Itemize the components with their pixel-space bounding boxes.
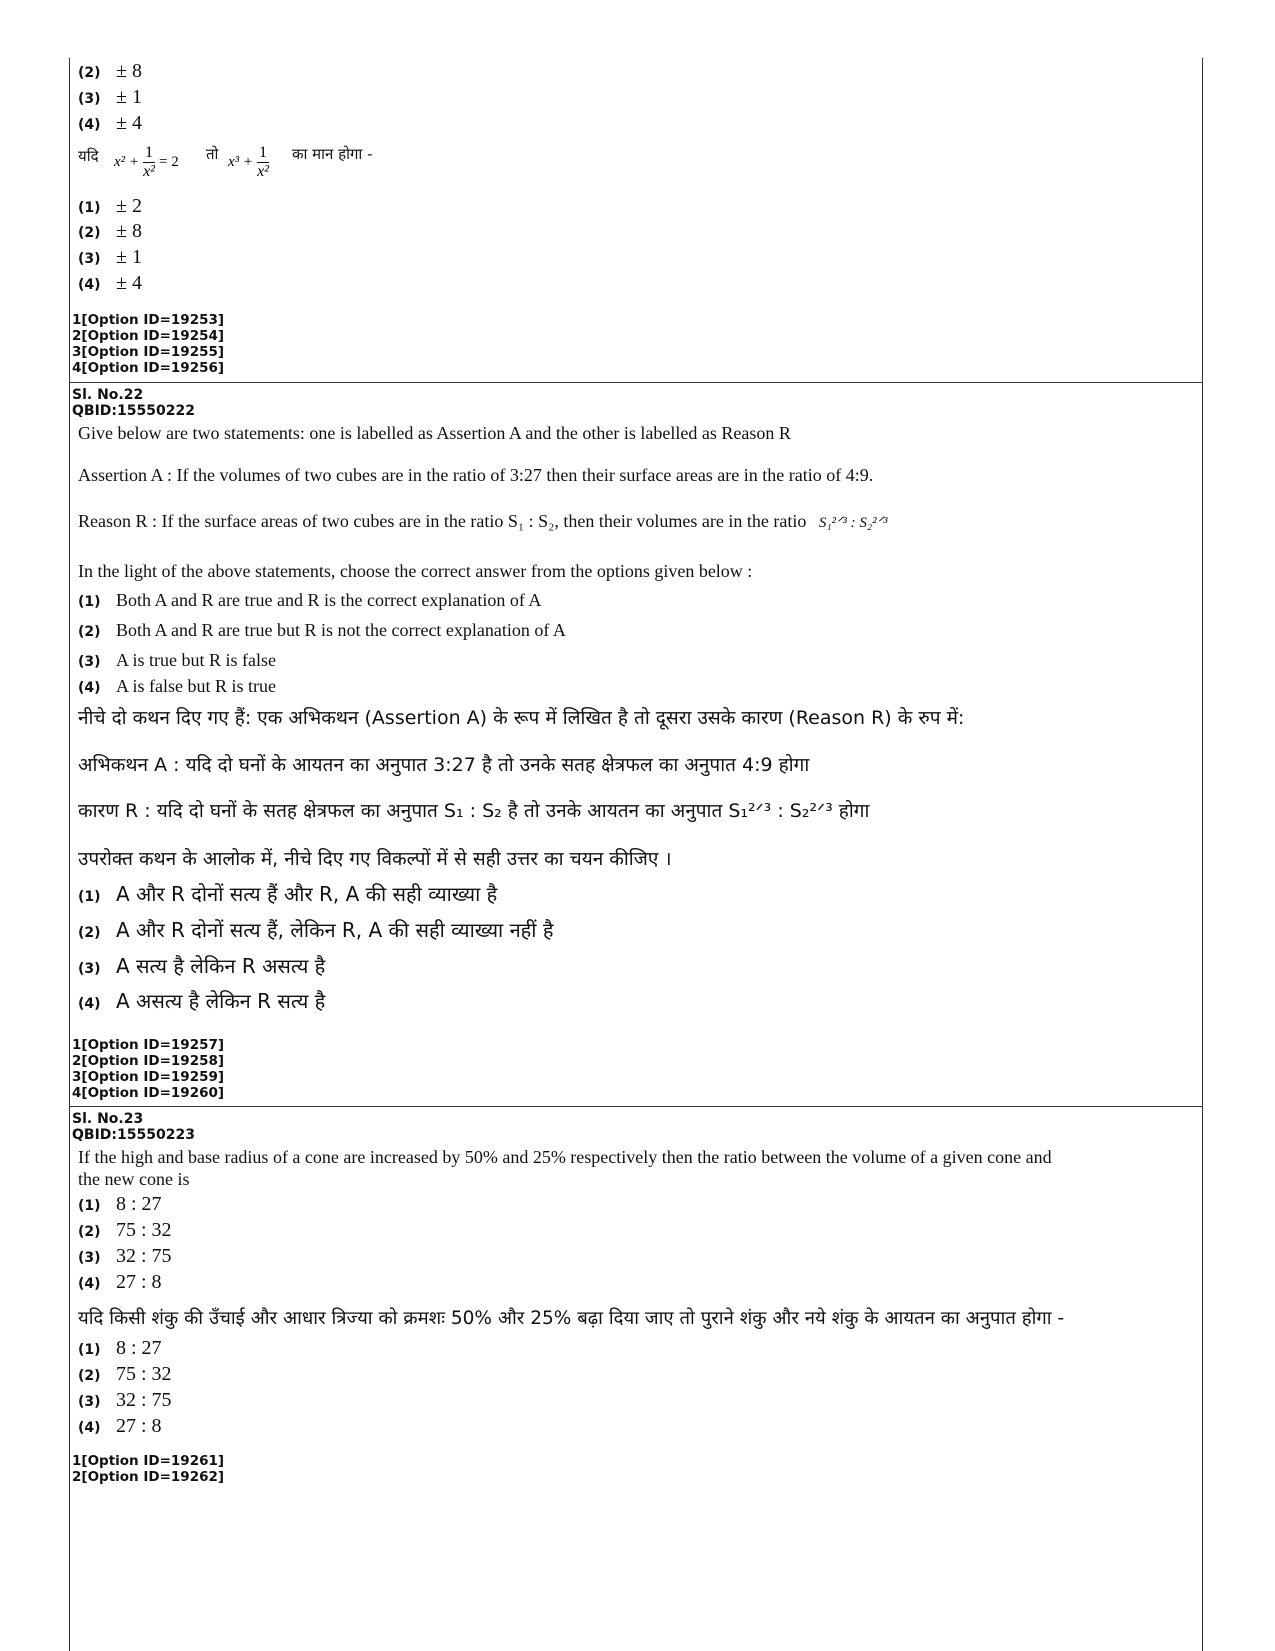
option-id: 4[Option ID=19260] (72, 1085, 225, 1101)
hindi-intro: नीचे दो कथन दिए गए हैं: एक अभिकथन (Assertion A) के रूप में लिखित है तो दूसरा उसके कारण (Reason R) के रुप में: (78, 707, 965, 729)
option-row (78, 272, 142, 295)
option-text: ± 8 (116, 60, 142, 82)
option-row (78, 246, 142, 269)
option-row (78, 1363, 172, 1386)
option-number: (1) (78, 594, 101, 610)
hindi-instruction: उपरोक्त कथन के आलोक में, नीचे दिए गए विकल्पों में से सही उत्तर का चयन कीजिए । (78, 848, 672, 870)
serial-number: Sl. No.22 (72, 387, 144, 403)
option-id: 2[Option ID=19258] (72, 1053, 225, 1069)
option-number: (1) (78, 200, 101, 216)
option-text: A और R दोनों सत्य हैं और R, A की सही व्याख्या है (116, 882, 498, 906)
option-number: (3) (78, 91, 101, 107)
question-hindi-mid: तो (206, 145, 219, 163)
option-text: ± 8 (116, 220, 142, 242)
option-row (78, 1415, 162, 1438)
option-row (78, 1245, 172, 1268)
option-number: (2) (78, 1368, 101, 1384)
option-number: (4) (78, 996, 101, 1012)
option-id: 2[Option ID=19262] (72, 1469, 225, 1485)
fraction (143, 144, 155, 181)
option-id: 2[Option ID=19254] (72, 328, 225, 344)
instruction-text: In the light of the above statements, choose the correct answer from the options given below : (78, 561, 753, 581)
question-21-block (70, 58, 1202, 382)
option-number: (4) (78, 1420, 101, 1436)
option-text: A is true but R is false (116, 650, 276, 670)
reason-prefix: Reason R : If the surface areas of two cubes are in the ratio S₁ : S₂, then their volumes are in the ratio (78, 511, 807, 531)
option-row (78, 1219, 172, 1242)
option-id: 1[Option ID=19253] (72, 312, 225, 328)
reason-formula: S₁²ᐟ³ : S₂²ᐟ³ (818, 515, 888, 531)
option-text: ± 4 (116, 112, 142, 134)
equation-find (228, 144, 269, 181)
option-text: 27 : 8 (116, 1271, 162, 1293)
option-text: 8 : 27 (116, 1337, 162, 1359)
option-text: A is false but R is true (116, 676, 276, 696)
option-row (78, 220, 142, 243)
question-text-line1: If the high and base radius of a cone are increased by 50% and 25% respectively then the ratio between the volume of a given cone and (78, 1147, 1052, 1167)
option-number: (4) (78, 117, 101, 133)
option-row (78, 60, 142, 83)
option-text: Both A and R are true but R is not the correct explanation of A (116, 620, 566, 640)
option-row (78, 1337, 162, 1360)
equation-lhs: x³ + (228, 154, 254, 170)
option-text: A और R दोनों सत्य हैं, लेकिन R, A की सही व्याख्या नहीं है (116, 918, 554, 942)
option-number: (1) (78, 1342, 101, 1358)
option-text: A असत्य है लेकिन R सत्य है (116, 989, 326, 1013)
option-row (78, 916, 553, 943)
question-23-block (70, 1106, 1202, 1651)
option-number: (2) (78, 1224, 101, 1240)
question-hindi-suffix: का मान होगा - (292, 145, 373, 163)
fraction-denominator: x² (257, 163, 269, 180)
equation-given (114, 144, 179, 181)
fraction-numerator: 1 (145, 144, 154, 161)
option-id: 4[Option ID=19256] (72, 360, 225, 376)
option-row (78, 1193, 162, 1216)
fraction (257, 144, 269, 181)
option-row (78, 620, 566, 641)
option-text: ± 1 (116, 86, 142, 108)
qbid: QBID:15550222 (72, 403, 195, 419)
option-id: 3[Option ID=19255] (72, 344, 225, 360)
option-text: 27 : 8 (116, 1415, 162, 1437)
question-paper-frame (69, 58, 1203, 1651)
option-number: (3) (78, 1250, 101, 1266)
option-text: Both A and R are true and R is the correct explanation of A (116, 590, 542, 610)
assertion-text: Assertion A : If the volumes of two cubes are in the ratio of 3:27 then their surface areas are in the ratio of 4:9. (78, 465, 874, 485)
option-row (78, 86, 142, 109)
question-text-line2: the new cone is (78, 1169, 190, 1189)
option-number: (2) (78, 225, 101, 241)
equation-lhs: x² + (114, 154, 140, 170)
hindi-assertion: अभिकथन A : यदि दो घनों के आयतन का अनुपात 3:27 है तो उनके सतह क्षेत्रफल का अनुपात 4:9 होगा (78, 754, 810, 776)
option-number: (3) (78, 654, 101, 670)
option-text: 32 : 75 (116, 1245, 172, 1267)
option-number: (2) (78, 624, 101, 640)
option-row (78, 650, 276, 671)
option-number: (4) (78, 1276, 101, 1292)
option-row (78, 195, 142, 218)
equation-rhs: = 2 (159, 154, 179, 170)
hindi-question: यदि किसी शंकु की उँचाई और आधार त्रिज्या को क्रमशः 50% और 25% बढ़ा दिया जाए तो पुराने शंकु और नये शंकु के आयतन का अनुपात होगा - (78, 1308, 1065, 1329)
question-hindi-prefix: यदि (78, 147, 99, 165)
hindi-reason: कारण R : यदि दो घनों के सतह क्षेत्रफल का अनुपात S₁ : S₂ है तो उनके आयतन का अनुपात S₁²ᐟ³ : S₂²ᐟ³ होगा (78, 800, 870, 822)
option-row (78, 676, 276, 697)
option-row (78, 1389, 172, 1412)
option-text: ± 1 (116, 246, 142, 268)
option-number: (1) (78, 1198, 101, 1214)
option-text: 32 : 75 (116, 1389, 172, 1411)
option-row (78, 1271, 162, 1294)
question-22-block (70, 382, 1202, 1106)
option-row (78, 987, 325, 1014)
option-id: 3[Option ID=19259] (72, 1069, 225, 1085)
option-number: (3) (78, 961, 101, 977)
question-intro: Give below are two statements: one is labelled as Assertion A and the other is labelled as Reason R (78, 423, 791, 443)
option-text: ± 4 (116, 272, 142, 294)
option-row (78, 952, 325, 979)
fraction-denominator: x² (143, 163, 155, 180)
option-id: 1[Option ID=19261] (72, 1453, 225, 1469)
option-number: (3) (78, 1394, 101, 1410)
reason-text (78, 511, 887, 532)
option-id: 1[Option ID=19257] (72, 1037, 225, 1053)
option-text: A सत्य है लेकिन R असत्य है (116, 954, 326, 978)
serial-number: Sl. No.23 (72, 1111, 144, 1127)
qbid: QBID:15550223 (72, 1127, 195, 1143)
option-text: 75 : 32 (116, 1363, 172, 1385)
option-number: (3) (78, 251, 101, 267)
option-row (78, 590, 541, 611)
option-text: ± 2 (116, 195, 142, 217)
fraction-numerator: 1 (259, 144, 268, 161)
option-number: (2) (78, 65, 101, 81)
option-number: (4) (78, 680, 101, 696)
option-row (78, 880, 497, 907)
option-text: 8 : 27 (116, 1193, 162, 1215)
option-number: (4) (78, 277, 101, 293)
option-text: 75 : 32 (116, 1219, 172, 1241)
option-number: (1) (78, 889, 101, 905)
option-row (78, 112, 142, 135)
option-number: (2) (78, 925, 101, 941)
